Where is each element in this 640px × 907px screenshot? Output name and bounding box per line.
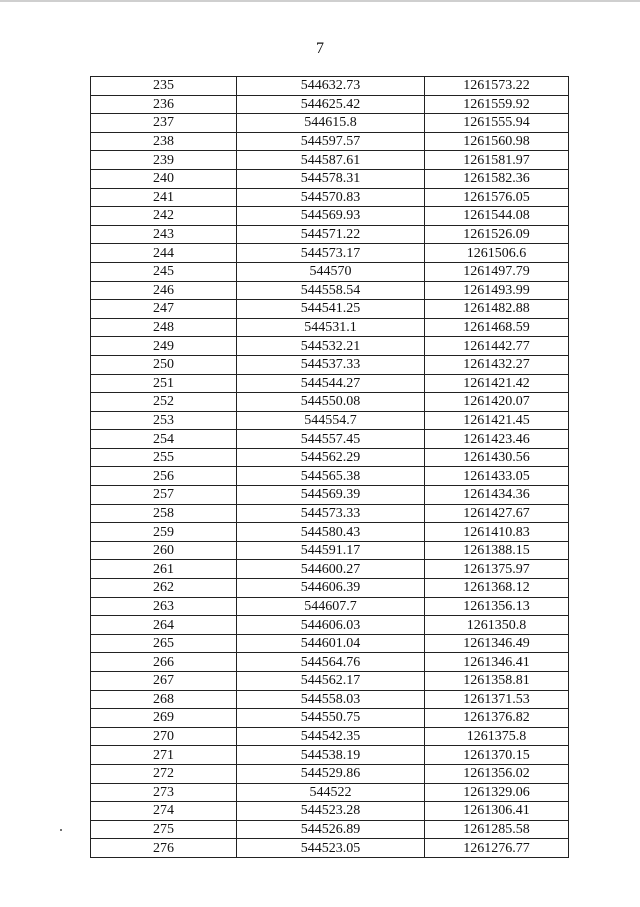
- table-row: [91, 579, 569, 598]
- point-number-cell: 273: [91, 783, 237, 802]
- x-coordinate-cell: 544570: [237, 262, 425, 281]
- x-coordinate-cell: 544541.25: [237, 300, 425, 319]
- point-number-cell: 261: [91, 560, 237, 579]
- table-row: [91, 634, 569, 653]
- y-coordinate-cell: 1261582.36: [425, 169, 569, 188]
- y-coordinate-cell: 1261350.8: [425, 616, 569, 635]
- point-number-cell: 260: [91, 541, 237, 560]
- table-row: [91, 616, 569, 635]
- x-coordinate-cell: 544632.73: [237, 77, 425, 96]
- y-coordinate-cell: 1261329.06: [425, 783, 569, 802]
- x-coordinate-cell: 544522: [237, 783, 425, 802]
- point-number-cell: 253: [91, 411, 237, 430]
- point-number-cell: 245: [91, 262, 237, 281]
- coordinates-table-body: [91, 77, 569, 858]
- point-number-cell: 242: [91, 207, 237, 226]
- y-coordinate-cell: 1261432.27: [425, 355, 569, 374]
- point-number-cell: 239: [91, 151, 237, 170]
- table-row: [91, 393, 569, 412]
- x-coordinate-cell: 544569.93: [237, 207, 425, 226]
- point-number-cell: 254: [91, 430, 237, 449]
- table-row: [91, 709, 569, 728]
- y-coordinate-cell: 1261370.15: [425, 746, 569, 765]
- point-number-cell: 248: [91, 318, 237, 337]
- table-row: [91, 188, 569, 207]
- point-number-cell: 276: [91, 839, 237, 858]
- point-number-cell: 257: [91, 486, 237, 505]
- table-row: [91, 430, 569, 449]
- x-coordinate-cell: 544538.19: [237, 746, 425, 765]
- table-row: [91, 839, 569, 858]
- y-coordinate-cell: 1261427.67: [425, 504, 569, 523]
- table-row: [91, 337, 569, 356]
- table-row: [91, 802, 569, 821]
- point-number-cell: 255: [91, 448, 237, 467]
- coordinates-table: [90, 76, 569, 858]
- x-coordinate-cell: 544607.7: [237, 597, 425, 616]
- point-number-cell: 251: [91, 374, 237, 393]
- table-row: [91, 207, 569, 226]
- x-coordinate-cell: 544529.86: [237, 764, 425, 783]
- y-coordinate-cell: 1261375.8: [425, 727, 569, 746]
- x-coordinate-cell: 544606.39: [237, 579, 425, 598]
- point-number-cell: 259: [91, 523, 237, 542]
- x-coordinate-cell: 544597.57: [237, 132, 425, 151]
- x-coordinate-cell: 544554.7: [237, 411, 425, 430]
- x-coordinate-cell: 544573.17: [237, 244, 425, 263]
- point-number-cell: 238: [91, 132, 237, 151]
- table-row: [91, 727, 569, 746]
- point-number-cell: 274: [91, 802, 237, 821]
- point-number-cell: 270: [91, 727, 237, 746]
- point-number-cell: 264: [91, 616, 237, 635]
- table-row: [91, 411, 569, 430]
- table-row: [91, 151, 569, 170]
- point-number-cell: 246: [91, 281, 237, 300]
- y-coordinate-cell: 1261560.98: [425, 132, 569, 151]
- y-coordinate-cell: 1261375.97: [425, 560, 569, 579]
- y-coordinate-cell: 1261544.08: [425, 207, 569, 226]
- x-coordinate-cell: 544531.1: [237, 318, 425, 337]
- y-coordinate-cell: 1261346.41: [425, 653, 569, 672]
- point-number-cell: 272: [91, 764, 237, 783]
- y-coordinate-cell: 1261482.88: [425, 300, 569, 319]
- x-coordinate-cell: 544526.89: [237, 820, 425, 839]
- y-coordinate-cell: 1261346.49: [425, 634, 569, 653]
- x-coordinate-cell: 544578.31: [237, 169, 425, 188]
- point-number-cell: 267: [91, 672, 237, 691]
- y-coordinate-cell: 1261468.59: [425, 318, 569, 337]
- y-coordinate-cell: 1261430.56: [425, 448, 569, 467]
- point-number-cell: 241: [91, 188, 237, 207]
- y-coordinate-cell: 1261559.92: [425, 95, 569, 114]
- x-coordinate-cell: 544606.03: [237, 616, 425, 635]
- y-coordinate-cell: 1261276.77: [425, 839, 569, 858]
- x-coordinate-cell: 544562.17: [237, 672, 425, 691]
- x-coordinate-cell: 544591.17: [237, 541, 425, 560]
- table-row: [91, 448, 569, 467]
- x-coordinate-cell: 544557.45: [237, 430, 425, 449]
- table-row: [91, 597, 569, 616]
- point-number-cell: 240: [91, 169, 237, 188]
- table-row: [91, 300, 569, 319]
- x-coordinate-cell: 544564.76: [237, 653, 425, 672]
- point-number-cell: 236: [91, 95, 237, 114]
- table-row: [91, 374, 569, 393]
- point-number-cell: 249: [91, 337, 237, 356]
- y-coordinate-cell: 1261581.97: [425, 151, 569, 170]
- table-row: [91, 672, 569, 691]
- point-number-cell: 252: [91, 393, 237, 412]
- point-number-cell: 263: [91, 597, 237, 616]
- table-row: [91, 77, 569, 96]
- x-coordinate-cell: 544523.28: [237, 802, 425, 821]
- y-coordinate-cell: 1261358.81: [425, 672, 569, 691]
- y-coordinate-cell: 1261371.53: [425, 690, 569, 709]
- table-row: [91, 467, 569, 486]
- top-rule: [0, 0, 640, 2]
- table-row: [91, 486, 569, 505]
- table-row: [91, 169, 569, 188]
- x-coordinate-cell: 544601.04: [237, 634, 425, 653]
- table-row: [91, 820, 569, 839]
- y-coordinate-cell: 1261433.05: [425, 467, 569, 486]
- point-number-cell: 275: [91, 820, 237, 839]
- x-coordinate-cell: 544523.05: [237, 839, 425, 858]
- x-coordinate-cell: 544537.33: [237, 355, 425, 374]
- point-number-cell: 258: [91, 504, 237, 523]
- point-number-cell: 256: [91, 467, 237, 486]
- y-coordinate-cell: 1261421.42: [425, 374, 569, 393]
- y-coordinate-cell: 1261497.79: [425, 262, 569, 281]
- x-coordinate-cell: 544625.42: [237, 95, 425, 114]
- page-number: 7: [316, 40, 324, 57]
- x-coordinate-cell: 544550.75: [237, 709, 425, 728]
- x-coordinate-cell: 544600.27: [237, 560, 425, 579]
- y-coordinate-cell: 1261434.36: [425, 486, 569, 505]
- x-coordinate-cell: 544569.39: [237, 486, 425, 505]
- point-number-cell: 268: [91, 690, 237, 709]
- point-number-cell: 271: [91, 746, 237, 765]
- point-number-cell: 265: [91, 634, 237, 653]
- table-row: [91, 541, 569, 560]
- table-row: [91, 281, 569, 300]
- table-row: [91, 262, 569, 281]
- y-coordinate-cell: 1261493.99: [425, 281, 569, 300]
- x-coordinate-cell: 544571.22: [237, 225, 425, 244]
- y-coordinate-cell: 1261306.41: [425, 802, 569, 821]
- y-coordinate-cell: 1261368.12: [425, 579, 569, 598]
- table-row: [91, 355, 569, 374]
- x-coordinate-cell: 544615.8: [237, 114, 425, 133]
- point-number-cell: 262: [91, 579, 237, 598]
- table-row: [91, 225, 569, 244]
- table-row: [91, 318, 569, 337]
- y-coordinate-cell: 1261410.83: [425, 523, 569, 542]
- y-coordinate-cell: 1261506.6: [425, 244, 569, 263]
- y-coordinate-cell: 1261423.46: [425, 430, 569, 449]
- point-number-cell: 237: [91, 114, 237, 133]
- y-coordinate-cell: 1261356.13: [425, 597, 569, 616]
- point-number-cell: 243: [91, 225, 237, 244]
- x-coordinate-cell: 544587.61: [237, 151, 425, 170]
- x-coordinate-cell: 544558.54: [237, 281, 425, 300]
- table-row: [91, 783, 569, 802]
- y-coordinate-cell: 1261442.77: [425, 337, 569, 356]
- x-coordinate-cell: 544532.21: [237, 337, 425, 356]
- table-row: [91, 95, 569, 114]
- table-row: [91, 764, 569, 783]
- table-row: [91, 523, 569, 542]
- x-coordinate-cell: 544573.33: [237, 504, 425, 523]
- y-coordinate-cell: 1261555.94: [425, 114, 569, 133]
- y-coordinate-cell: 1261573.22: [425, 77, 569, 96]
- table-row: [91, 746, 569, 765]
- x-coordinate-cell: 544565.38: [237, 467, 425, 486]
- table-row: [91, 690, 569, 709]
- point-number-cell: 244: [91, 244, 237, 263]
- y-coordinate-cell: 1261526.09: [425, 225, 569, 244]
- point-number-cell: 269: [91, 709, 237, 728]
- point-number-cell: 250: [91, 355, 237, 374]
- table-row: [91, 114, 569, 133]
- y-coordinate-cell: 1261356.02: [425, 764, 569, 783]
- table-row: [91, 504, 569, 523]
- x-coordinate-cell: 544558.03: [237, 690, 425, 709]
- margin-mark: [60, 829, 62, 831]
- table-row: [91, 132, 569, 151]
- table-row: [91, 244, 569, 263]
- y-coordinate-cell: 1261420.07: [425, 393, 569, 412]
- x-coordinate-cell: 544562.29: [237, 448, 425, 467]
- point-number-cell: 266: [91, 653, 237, 672]
- x-coordinate-cell: 544570.83: [237, 188, 425, 207]
- y-coordinate-cell: 1261388.15: [425, 541, 569, 560]
- x-coordinate-cell: 544550.08: [237, 393, 425, 412]
- point-number-cell: 247: [91, 300, 237, 319]
- x-coordinate-cell: 544580.43: [237, 523, 425, 542]
- table-row: [91, 653, 569, 672]
- y-coordinate-cell: 1261285.58: [425, 820, 569, 839]
- y-coordinate-cell: 1261576.05: [425, 188, 569, 207]
- y-coordinate-cell: 1261376.82: [425, 709, 569, 728]
- point-number-cell: 235: [91, 77, 237, 96]
- table-row: [91, 560, 569, 579]
- y-coordinate-cell: 1261421.45: [425, 411, 569, 430]
- x-coordinate-cell: 544542.35: [237, 727, 425, 746]
- x-coordinate-cell: 544544.27: [237, 374, 425, 393]
